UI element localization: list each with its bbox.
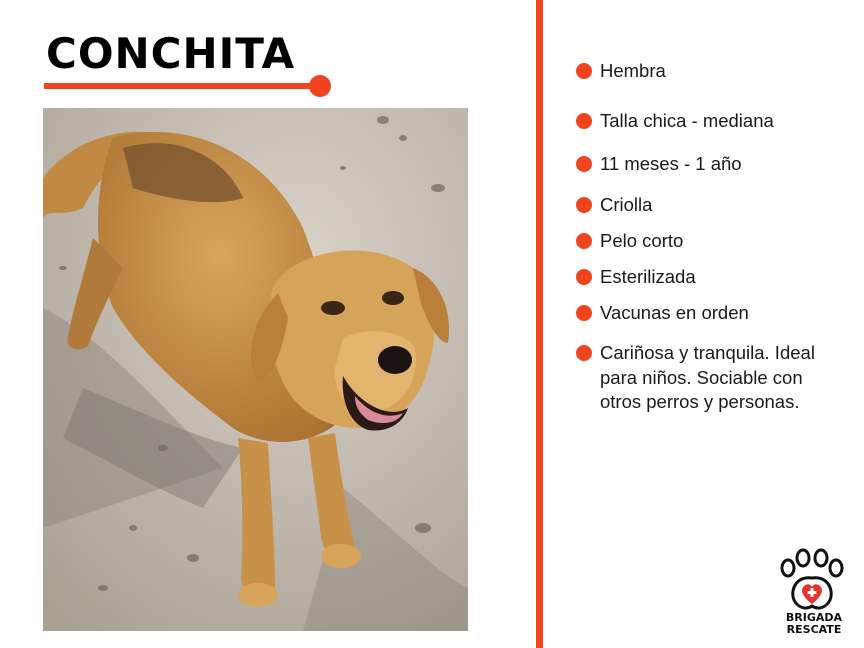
fact-sterilized	[576, 265, 836, 290]
paw-heart-icon	[774, 546, 854, 612]
fact-text: Talla chica - mediana	[600, 110, 774, 131]
fact-temperament	[576, 341, 836, 415]
bullet-icon	[576, 305, 592, 321]
fact-coat	[576, 229, 836, 254]
fact-text: Cariñosa y tranquila. Ideal para niños. Sociable con otros perros y personas.	[600, 342, 815, 412]
bullet-icon	[576, 345, 592, 361]
logo-text-line1: BRIGADA	[785, 611, 843, 624]
vertical-divider	[536, 0, 543, 648]
bullet-icon	[576, 197, 592, 213]
bullet-icon	[576, 156, 592, 172]
bullet-icon	[576, 269, 592, 285]
fact-text: Hembra	[600, 60, 666, 81]
fact-text: Esterilizada	[600, 266, 696, 287]
fact-text: Criolla	[600, 194, 653, 215]
fact-text: Pelo corto	[600, 230, 684, 251]
logo-text-line2: RESCATE	[786, 623, 842, 636]
fact-age	[576, 152, 836, 177]
fact-breed	[576, 193, 836, 218]
title-underline	[44, 83, 320, 89]
bullet-icon	[576, 113, 592, 129]
fact-vaccines	[576, 301, 836, 326]
fact-size	[576, 109, 836, 134]
dog-photo	[43, 108, 468, 631]
pet-name-title: CONCHITA	[46, 29, 296, 78]
bullet-icon	[576, 63, 592, 79]
brigada-rescate-logo	[774, 546, 854, 642]
fact-sex	[576, 59, 836, 84]
title-underline-dot	[309, 75, 331, 97]
fact-text: Vacunas en orden	[600, 302, 749, 323]
bullet-icon	[576, 233, 592, 249]
fact-text: 11 meses - 1 año	[600, 153, 742, 174]
